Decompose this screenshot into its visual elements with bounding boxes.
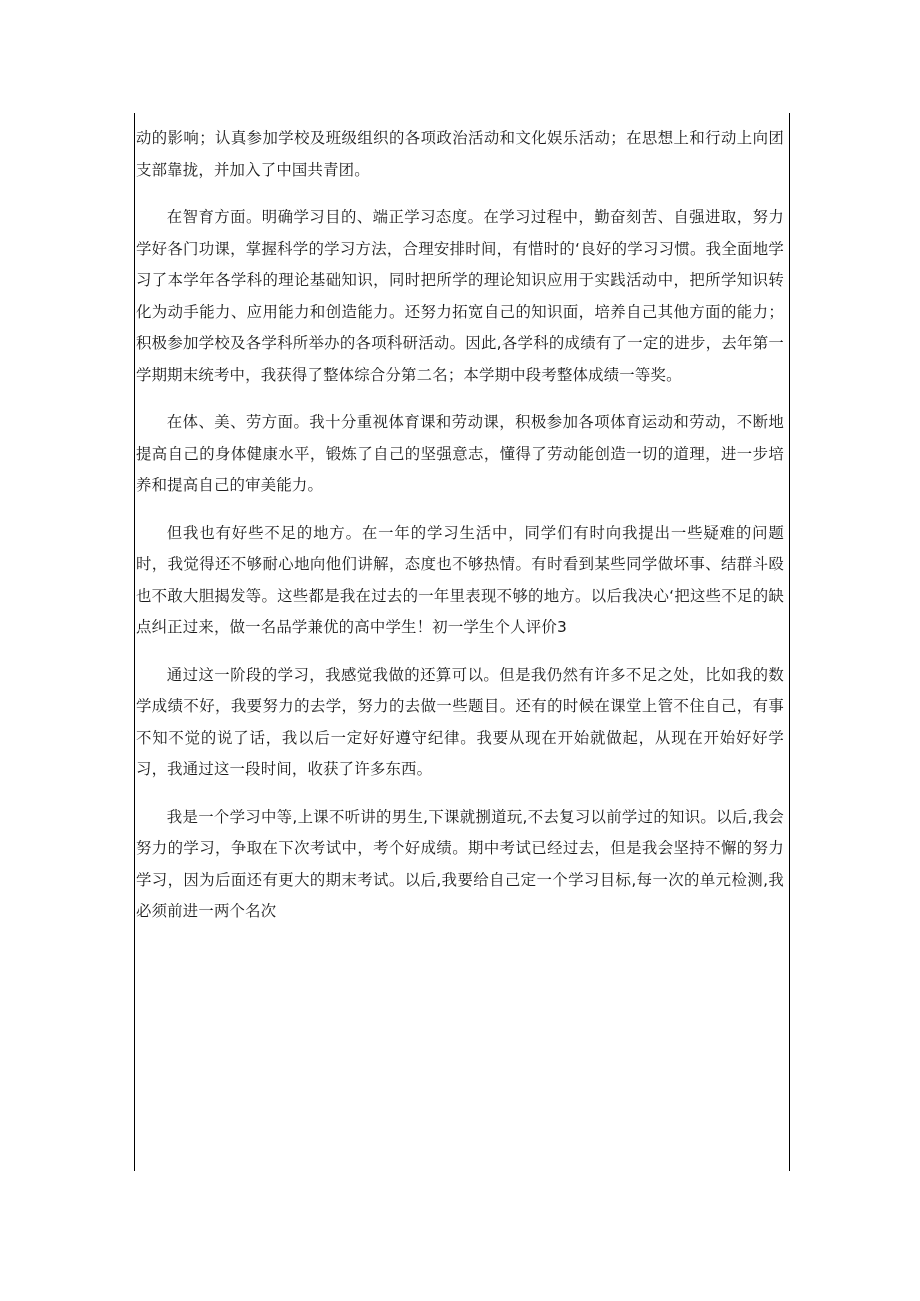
paragraph-physical-arts-labor: 在体、美、劳方面。我十分重视体育课和劳动课，积极参加各项体育运动和劳动，不断地提高自己的身体健康水平，锻炼了自己的坚强意志，懂得了劳动能创造一切的道理，进一步培养和提高自己的审美能力。	[136, 413, 784, 494]
left-margin-rule	[134, 113, 135, 1171]
document-body	[136, 123, 784, 944]
paragraph-study-reflection: 通过这一阶段的学习，我感觉我做的还算可以。但是我仍然有许多不足之处，比如我的数学成绩不好，我要努力的去学，努力的去做一些题目。还有的时候在课堂上管不住自己，有事不知不觉的说了话，我以后一定好好遵守纪律。我要从现在开始就做起，从现在开始好好学习，我通过这一段时间，收获了许多东西。	[136, 665, 784, 778]
paragraph-intellectual: 在智育方面。明确学习目的、端正学习态度。在学习过程中，勤奋刻苦、自强进取，努力学好各门功课，掌握科学的学习方法，合理安排时间，有惜时的‘良好的学习习惯。我全面地学习了本学年各学科的理论基础知识，同时把所学的理论知识应用于实践活动中，把所学知识转化为动手能力、应用能力和创造能力。还努力拓宽自己的知识面，培养自己其他方面的能力；积极参加学校及各学科所举办的各项科研活动。因此,各学科的成绩有了一定的进步，去年第一学期期末统考中，我获得了整体综合分第二名；本学期中段考整体成绩一等奖。	[136, 208, 784, 384]
right-margin-rule	[789, 113, 790, 1171]
paragraph-study-goals: 我是一个学习中等,上课不听讲的男生,下课就捌道玩,不去复习以前学过的知识。以后,我会努力的学习，争取在下次考试中，考个好成绩。期中考试已经过去，但是我会坚持不懈的努力学习，因为后面还有更大的期末考试。以后,我要给自己定一个学习目标,每一次的单元检测,我必须前进一两个名次	[136, 807, 784, 920]
paragraph-shortcomings: 但我也有好些不足的地方。在一年的学习生活中，同学们有时向我提出一些疑难的问题时，我觉得还不够耐心地向他们讲解，态度也不够热情。有时看到某些同学做坏事、结群斗殴也不敢大胆揭发等。这些都是我在过去的一年里表现不够的地方。以后我决心‘把这些不足的缺点纠正过来，做一名品学兼优的高中学生！初一学生个人评价3	[136, 523, 784, 636]
paragraph-continuation: 动的影响；认真参加学校及班级组织的各项政治活动和文化娱乐活动；在思想上和行动上向团支部靠拢，并加入了中国共青团。	[136, 129, 784, 179]
